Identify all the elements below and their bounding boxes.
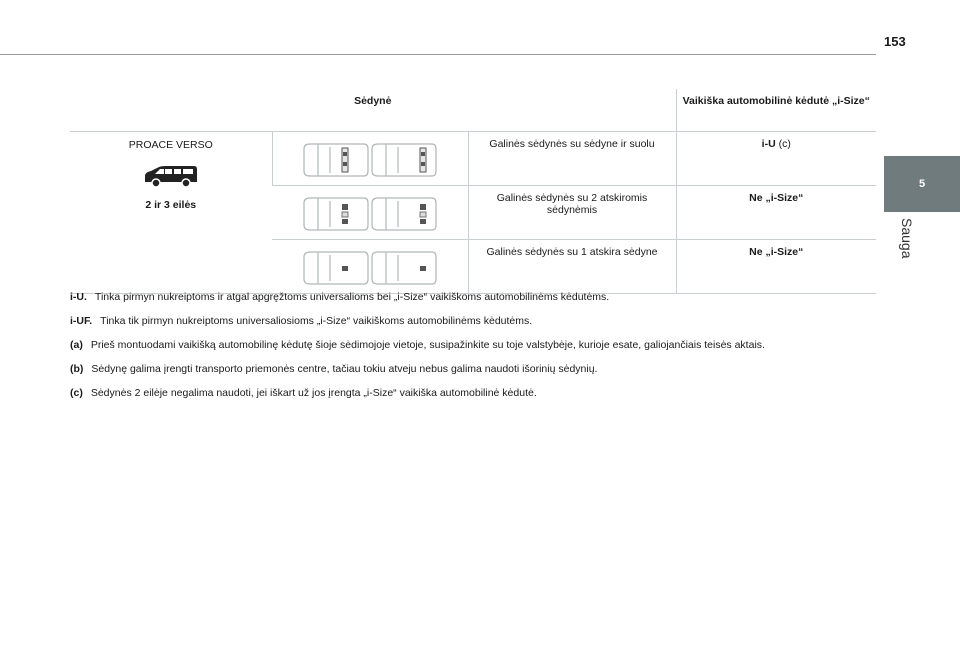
footnote-key: (b): [70, 363, 84, 375]
vehicle-rows: 2 ir 3 eilės: [145, 198, 197, 211]
footnote-text: Prieš montuodami vaikišką automobilinę kėdutę šioje sėdimojoje vietoje, susipažinkite su toje valstybėje, kurioje esate, galiojančiais teisės aktais.: [90, 339, 765, 351]
seat-layout-cell: [272, 185, 468, 239]
footnote-key: i-UF.: [70, 315, 93, 327]
footnote: [70, 339, 876, 352]
chapter-label: Sauga: [899, 218, 915, 259]
footnote: [70, 387, 876, 400]
footnote-text: Sėdynės 2 eilėje negalima naudoti, jei iškart už jos įrengta „i-Size“ vaikiška automobilinė kėdutė.: [90, 387, 537, 399]
result-value: i-U: [761, 137, 776, 150]
row-result: [676, 239, 876, 293]
row-description: Galinės sėdynės su 2 atskiromis sėdynėmis: [468, 185, 676, 239]
footnote-key: (c): [70, 387, 83, 399]
footnotes: [70, 291, 876, 411]
footnote: [70, 291, 876, 304]
van-icon: [142, 163, 200, 189]
page-number: 153: [884, 34, 906, 49]
vehicle-cell: [70, 131, 272, 293]
row-description: Galinės sėdynės su 1 atskira sėdyne: [468, 239, 676, 293]
footnote-key: i-U.: [70, 291, 87, 303]
seat-layout-icon: [300, 195, 440, 233]
footnote-key: (a): [70, 339, 83, 351]
seat-layout-cell: [272, 131, 468, 185]
result-value: Ne „i-Size“: [749, 191, 804, 204]
footnote: [70, 315, 876, 328]
seat-layout-cell: [272, 239, 468, 293]
footnote-text: Tinka tik pirmyn nukreiptoms universaliosioms „i-Size“ vaikiškoms automobilinėms kėdutėms.: [100, 315, 533, 327]
result-value: Ne „i-Size“: [749, 245, 804, 258]
seat-layout-icon: [300, 249, 440, 287]
chapter-tab[interactable]: [884, 156, 960, 212]
table-header-row: [70, 89, 876, 131]
footnote: [70, 363, 876, 376]
header-rule: [0, 54, 876, 55]
row-result: [676, 131, 876, 185]
footnote-text: Sėdynę galima įrengti transporto priemonės centre, tačiau tokiu atveju nebus galima naudoti išorinių sėdynių.: [91, 363, 598, 375]
row-result: [676, 185, 876, 239]
result-footnote: (c): [775, 137, 791, 150]
footnote-text: Tinka pirmyn nukreiptoms ir atgal apgręžtoms universalioms bei „i-Size“ vaikiškoms automobilinėms kėdutėms.: [94, 291, 610, 303]
chapter-number: 5: [918, 178, 926, 190]
vehicle-name: PROACE VERSO: [128, 138, 213, 151]
row-description: Galinės sėdynės su sėdyne ir suolu: [468, 131, 676, 185]
table-row: [70, 131, 876, 185]
seat-layout-icon: [300, 141, 440, 179]
header-seat: Sėdynė: [70, 89, 676, 131]
header-child-seat: Vaikiška automobilinė kėdutė „i-Size“: [676, 89, 876, 131]
child-seat-table: [70, 89, 876, 294]
